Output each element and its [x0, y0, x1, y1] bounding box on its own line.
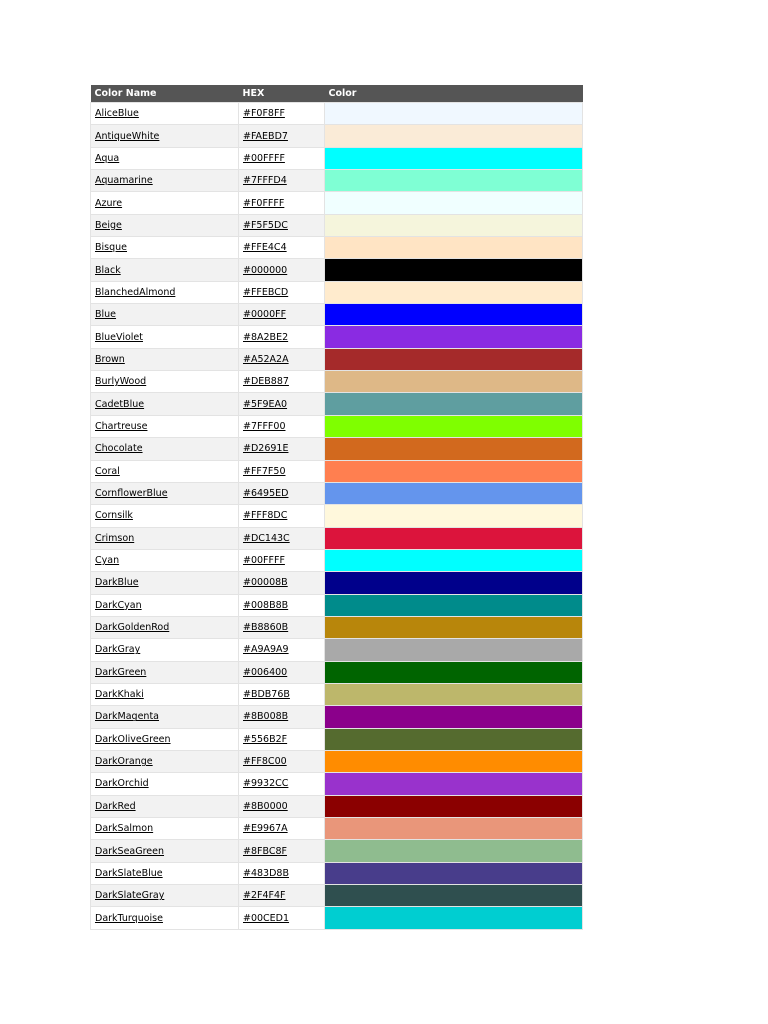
hex-cell: [239, 885, 325, 907]
color-swatch: [325, 438, 583, 460]
color-name-cell: [91, 326, 239, 348]
color-swatch: [325, 795, 583, 817]
hex-link[interactable]: #00CED1: [243, 912, 290, 924]
color-name-cell: [91, 259, 239, 281]
hex-link[interactable]: #8FBC8F: [243, 845, 287, 857]
hex-link[interactable]: #8B0000: [243, 800, 288, 812]
color-name-cell: [91, 438, 239, 460]
color-name-cell: [91, 885, 239, 907]
color-name-link[interactable]: BlanchedAlmond: [95, 286, 176, 298]
hex-cell: [239, 259, 325, 281]
hex-link[interactable]: #00008B: [243, 577, 288, 589]
header-hex: HEX: [239, 85, 325, 103]
color-name-link[interactable]: DarkTurquoise: [95, 912, 163, 924]
color-name-link[interactable]: CornflowerBlue: [95, 488, 168, 500]
color-name-cell: [91, 214, 239, 236]
color-name-cell: [91, 907, 239, 929]
color-name-link[interactable]: Beige: [95, 219, 122, 231]
table-row: [91, 616, 583, 638]
color-name-link[interactable]: DarkGray: [95, 644, 141, 656]
color-swatch: [325, 192, 583, 214]
table-row: [91, 415, 583, 437]
table-row: [91, 728, 583, 750]
color-name-cell: [91, 460, 239, 482]
hex-link[interactable]: #FAEBD7: [243, 130, 288, 142]
color-name-cell: [91, 795, 239, 817]
table-row: [91, 438, 583, 460]
color-swatch: [325, 371, 583, 393]
table-row: [91, 281, 583, 303]
table-row: [91, 683, 583, 705]
table-row: [91, 214, 583, 236]
table-row: [91, 393, 583, 415]
color-name-link[interactable]: DarkSlateGray: [95, 890, 165, 902]
color-swatch: [325, 103, 583, 125]
color-swatch: [325, 773, 583, 795]
table-row: [91, 572, 583, 594]
hex-link[interactable]: #A9A9A9: [243, 644, 289, 656]
color-swatch: [325, 214, 583, 236]
color-name-cell: [91, 304, 239, 326]
hex-cell: [239, 862, 325, 884]
color-swatch: [325, 661, 583, 683]
color-swatch: [325, 281, 583, 303]
hex-link[interactable]: #F5F5DC: [243, 219, 288, 231]
table-row: [91, 326, 583, 348]
hex-cell: [239, 795, 325, 817]
header-row: [91, 85, 583, 103]
hex-cell: [239, 237, 325, 259]
color-swatch: [325, 170, 583, 192]
hex-cell: [239, 371, 325, 393]
color-name-cell: [91, 706, 239, 728]
color-name-link[interactable]: DarkGreen: [95, 666, 147, 678]
hex-cell: [239, 505, 325, 527]
color-name-cell: [91, 639, 239, 661]
hex-link[interactable]: #5F9EA0: [243, 398, 288, 410]
hex-cell: [239, 192, 325, 214]
hex-cell: [239, 728, 325, 750]
color-name-cell: [91, 103, 239, 125]
table-row: [91, 237, 583, 259]
color-swatch: [325, 706, 583, 728]
table-row: [91, 639, 583, 661]
hex-link[interactable]: #B8860B: [243, 622, 289, 634]
color-name-cell: [91, 527, 239, 549]
hex-link[interactable]: #556B2F: [243, 733, 288, 745]
table-row: [91, 103, 583, 125]
color-swatch: [325, 750, 583, 772]
color-name-link[interactable]: DarkMagenta: [95, 711, 160, 723]
color-name-link[interactable]: DarkOrchid: [95, 778, 149, 790]
color-swatch: [325, 348, 583, 370]
color-swatch: [325, 393, 583, 415]
hex-link[interactable]: #BDB76B: [243, 689, 290, 701]
color-swatch: [325, 818, 583, 840]
color-name-link[interactable]: DarkSlateBlue: [95, 867, 163, 879]
color-name-cell: [91, 482, 239, 504]
color-name-cell: [91, 237, 239, 259]
color-name-link[interactable]: Cornsilk: [95, 510, 133, 522]
color-name-cell: [91, 572, 239, 594]
hex-link[interactable]: #FF8C00: [243, 756, 287, 768]
color-name-cell: [91, 594, 239, 616]
hex-cell: [239, 170, 325, 192]
color-name-link[interactable]: BurlyWood: [95, 376, 147, 388]
color-name-link[interactable]: DarkOliveGreen: [95, 733, 171, 745]
table-row: [91, 192, 583, 214]
color-name-link[interactable]: Aqua: [95, 152, 120, 164]
table-header: [91, 85, 583, 103]
color-swatch: [325, 415, 583, 437]
color-name-cell: [91, 170, 239, 192]
hex-link[interactable]: #000000: [243, 264, 288, 276]
hex-cell: [239, 281, 325, 303]
hex-cell: [239, 750, 325, 772]
color-name-link[interactable]: DarkOrange: [95, 756, 153, 768]
color-swatch: [325, 304, 583, 326]
color-swatch: [325, 616, 583, 638]
hex-cell: [239, 639, 325, 661]
color-name-link[interactable]: Bisque: [95, 242, 128, 254]
color-name-cell: [91, 840, 239, 862]
color-name-link[interactable]: BlueViolet: [95, 331, 143, 343]
hex-link[interactable]: #2F4F4F: [243, 890, 286, 902]
table-row: [91, 304, 583, 326]
color-name-cell: [91, 661, 239, 683]
color-name-cell: [91, 505, 239, 527]
hex-link[interactable]: #FFF8DC: [243, 510, 288, 522]
hex-cell: [239, 415, 325, 437]
color-name-cell: [91, 616, 239, 638]
hex-link[interactable]: #8A2BE2: [243, 331, 289, 343]
hex-cell: [239, 527, 325, 549]
hex-link[interactable]: #7FFFD4: [243, 175, 287, 187]
table-row: [91, 460, 583, 482]
table-row: [91, 505, 583, 527]
color-name-link[interactable]: Chartreuse: [95, 420, 148, 432]
color-name-cell: [91, 549, 239, 571]
table-row: [91, 527, 583, 549]
hex-cell: [239, 549, 325, 571]
hex-link[interactable]: #FFEBCD: [243, 286, 289, 298]
color-name-cell: [91, 147, 239, 169]
hex-link[interactable]: #F0FFFF: [243, 197, 285, 209]
hex-link[interactable]: #00FFFF: [243, 152, 285, 164]
color-swatch: [325, 594, 583, 616]
hex-cell: [239, 438, 325, 460]
color-swatch: [325, 728, 583, 750]
color-swatch: [325, 840, 583, 862]
hex-cell: [239, 683, 325, 705]
color-name-cell: [91, 683, 239, 705]
hex-cell: [239, 594, 325, 616]
hex-cell: [239, 482, 325, 504]
color-swatch: [325, 639, 583, 661]
color-name-link[interactable]: AntiqueWhite: [95, 130, 160, 142]
hex-cell: [239, 661, 325, 683]
hex-cell: [239, 103, 325, 125]
hex-cell: [239, 214, 325, 236]
hex-link[interactable]: #E9967A: [243, 823, 288, 835]
color-name-cell: [91, 192, 239, 214]
color-swatch: [325, 460, 583, 482]
color-name-link[interactable]: AliceBlue: [95, 108, 139, 120]
color-swatch: [325, 527, 583, 549]
hex-link[interactable]: #8B008B: [243, 711, 289, 723]
color-name-link[interactable]: DarkRed: [95, 800, 136, 812]
table-row: [91, 885, 583, 907]
hex-link[interactable]: #00FFFF: [243, 555, 285, 567]
color-name-link[interactable]: Black: [95, 264, 121, 276]
hex-link[interactable]: #0000FF: [243, 309, 287, 321]
table-row: [91, 594, 583, 616]
color-name-cell: [91, 728, 239, 750]
table-row: [91, 818, 583, 840]
hex-cell: [239, 572, 325, 594]
color-swatch: [325, 683, 583, 705]
table-row: [91, 907, 583, 929]
hex-cell: [239, 460, 325, 482]
color-name-link[interactable]: Brown: [95, 353, 125, 365]
color-swatch: [325, 326, 583, 348]
color-name-cell: [91, 393, 239, 415]
table-row: [91, 661, 583, 683]
color-name-link[interactable]: Crimson: [95, 532, 135, 544]
color-name-link[interactable]: Coral: [95, 465, 120, 477]
color-swatch: [325, 572, 583, 594]
table-row: [91, 259, 583, 281]
table-body: [91, 103, 583, 930]
hex-cell: [239, 304, 325, 326]
table-row: [91, 147, 583, 169]
hex-link[interactable]: #7FFF00: [243, 420, 286, 432]
hex-cell: [239, 907, 325, 929]
table-row: [91, 549, 583, 571]
hex-link[interactable]: #6495ED: [243, 488, 289, 500]
table-row: [91, 170, 583, 192]
hex-cell: [239, 147, 325, 169]
color-name-link[interactable]: Cyan: [95, 555, 120, 567]
hex-link[interactable]: #F0F8FF: [243, 108, 285, 120]
hex-link[interactable]: #9932CC: [243, 778, 289, 790]
hex-link[interactable]: #A52A2A: [243, 353, 289, 365]
hex-link[interactable]: #FFE4C4: [243, 242, 287, 254]
color-name-link[interactable]: DarkBlue: [95, 577, 139, 589]
color-name-cell: [91, 773, 239, 795]
hex-link[interactable]: #008B8B: [243, 599, 289, 611]
color-name-link[interactable]: DarkSalmon: [95, 823, 154, 835]
color-name-link[interactable]: DarkGoldenRod: [95, 622, 170, 634]
color-swatch: [325, 885, 583, 907]
color-swatch: [325, 237, 583, 259]
table-row: [91, 348, 583, 370]
color-swatch: [325, 505, 583, 527]
hex-cell: [239, 818, 325, 840]
table-row: [91, 482, 583, 504]
table-row: [91, 371, 583, 393]
hex-cell: [239, 125, 325, 147]
color-name-cell: [91, 415, 239, 437]
table-row: [91, 706, 583, 728]
table-row: [91, 795, 583, 817]
color-name-cell: [91, 371, 239, 393]
hex-link[interactable]: #DC143C: [243, 532, 290, 544]
hex-cell: [239, 840, 325, 862]
color-name-link[interactable]: Azure: [95, 197, 123, 209]
header-color: Color: [325, 85, 583, 103]
hex-cell: [239, 616, 325, 638]
color-name-link[interactable]: DarkSeaGreen: [95, 845, 165, 857]
color-table: [90, 85, 583, 930]
hex-link[interactable]: #483D8B: [243, 867, 289, 879]
color-swatch: [325, 862, 583, 884]
table-row: [91, 862, 583, 884]
color-swatch: [325, 147, 583, 169]
header-color-name: Color Name: [91, 85, 239, 103]
color-name-link[interactable]: DarkKhaki: [95, 689, 144, 701]
table-row: [91, 750, 583, 772]
color-swatch: [325, 907, 583, 929]
color-swatch: [325, 259, 583, 281]
hex-link[interactable]: #006400: [243, 666, 288, 678]
hex-cell: [239, 326, 325, 348]
hex-link[interactable]: #FF7F50: [243, 465, 286, 477]
color-name-cell: [91, 348, 239, 370]
color-name-link[interactable]: CadetBlue: [95, 398, 145, 410]
hex-cell: [239, 773, 325, 795]
hex-cell: [239, 348, 325, 370]
hex-cell: [239, 706, 325, 728]
color-name-cell: [91, 281, 239, 303]
table-row: [91, 125, 583, 147]
color-swatch: [325, 549, 583, 571]
color-swatch: [325, 125, 583, 147]
hex-link[interactable]: #DEB887: [243, 376, 289, 388]
color-name-link[interactable]: Blue: [95, 309, 117, 321]
color-name-link[interactable]: DarkCyan: [95, 599, 142, 611]
color-name-cell: [91, 818, 239, 840]
table-row: [91, 773, 583, 795]
color-name-link[interactable]: Aquamarine: [95, 175, 153, 187]
color-name-cell: [91, 750, 239, 772]
table-row: [91, 840, 583, 862]
hex-cell: [239, 393, 325, 415]
hex-link[interactable]: #D2691E: [243, 443, 289, 455]
color-name-cell: [91, 862, 239, 884]
color-name-cell: [91, 125, 239, 147]
color-name-link[interactable]: Chocolate: [95, 443, 143, 455]
color-swatch: [325, 482, 583, 504]
